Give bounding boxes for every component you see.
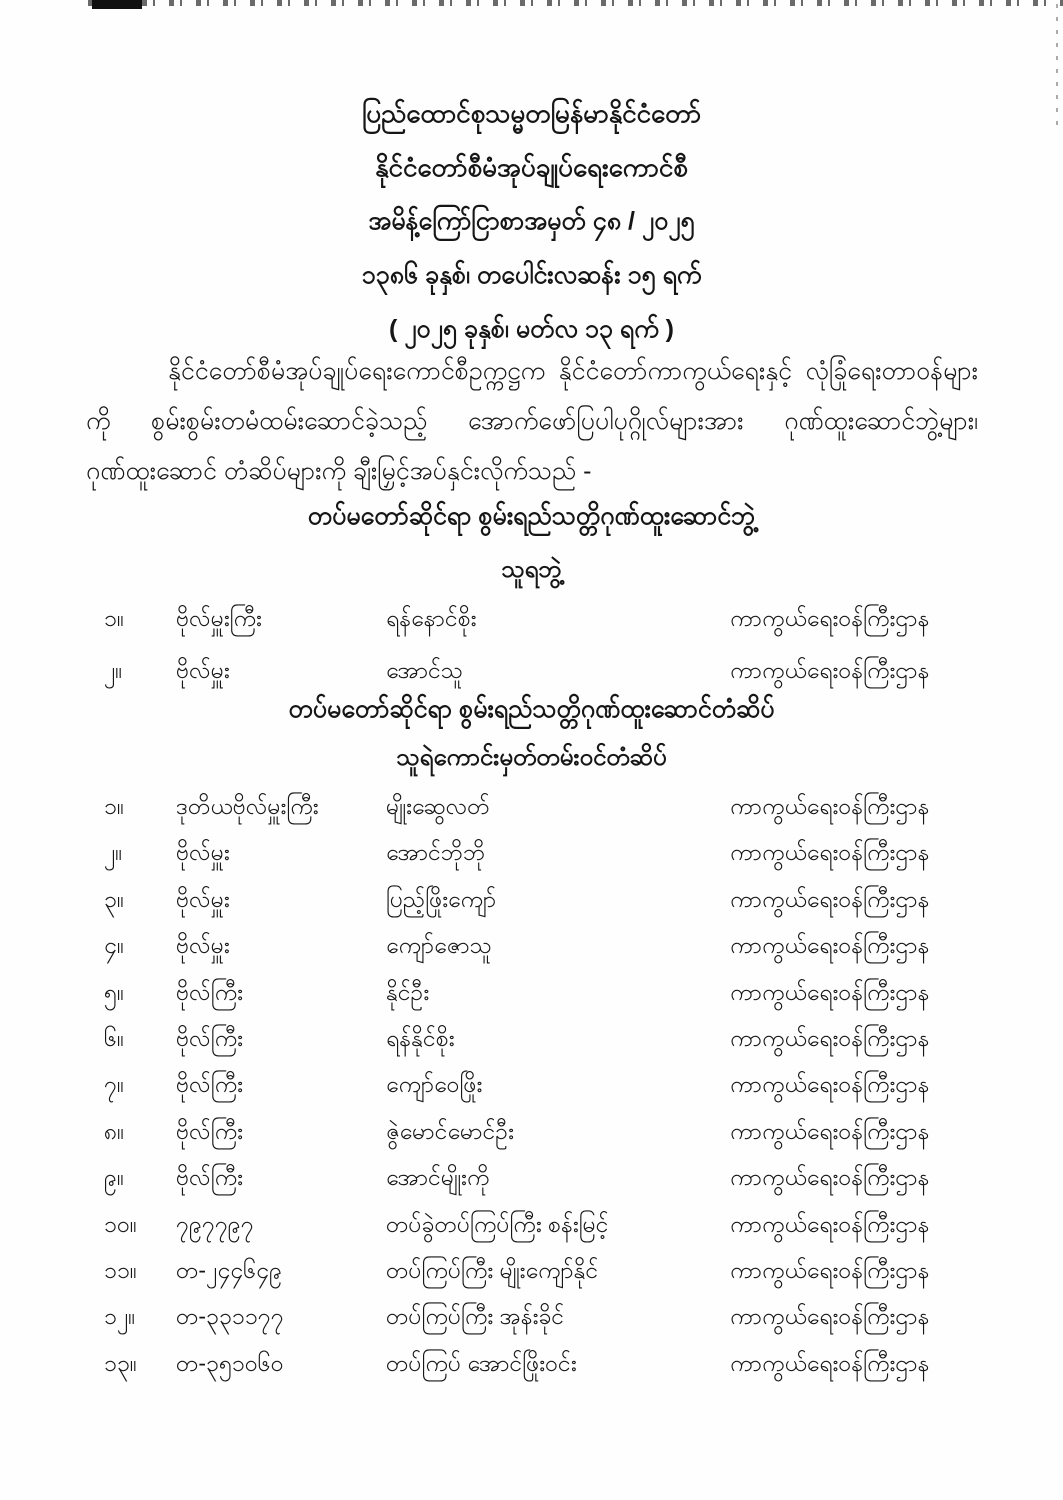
order-number: အမိန့်ကြော်ငြာစာအမှတ် ၄၈ / ၂၀၂၅ <box>368 207 695 235</box>
row-department: ကာကွယ်ရေးဝန်ကြီးဌာန <box>730 793 930 819</box>
row-name: ရန်နိုင်စိုး <box>386 1024 455 1051</box>
row-rank: ဗိုလ်မှူး <box>176 657 230 683</box>
section1-subtitle: သူရဘွဲ့ <box>501 556 562 583</box>
row-department: ကာကွယ်ရေးဝန်ကြီးဌာန <box>730 1303 930 1330</box>
row-name: မျိုးဆွေလတ် <box>386 793 490 819</box>
row-department: ကာကွယ်ရေးဝန်ကြီးဌာန <box>730 605 930 631</box>
row-name: တပ်ကြပ်ကြီး အုန်းခိုင် <box>386 1303 565 1330</box>
award-row <box>0 1250 1063 1296</box>
scan-top-solid-mark <box>92 0 142 9</box>
section1-title: တပ်မတော်ဆိုင်ရာ စွမ်းရည်သတ္တိဂုဏ်ထူးဆောင်ဘွဲ့ <box>307 502 756 530</box>
row-name: တပ်ကြပ် အောင်ဖြိုးဝင်း <box>386 1349 577 1376</box>
row-rank: တ-၃၅၁၀၆၀ <box>176 1349 284 1376</box>
row-department: ကာကွယ်ရေးဝန်ကြီးဌာန <box>730 1117 930 1144</box>
award-row <box>0 1111 1063 1157</box>
row-rank: တ-၃၃၁၁၇၇ <box>176 1303 284 1330</box>
row-number: ၁။ <box>104 605 124 631</box>
row-department: ကာကွယ်ရေးဝန်ကြီးဌာန <box>730 1024 930 1051</box>
row-department: ကာကွယ်ရေးဝန်ကြီးဌာန <box>730 1071 930 1098</box>
row-department: ကာကွယ်ရေးဝန်ကြီးဌာန <box>730 1164 930 1191</box>
row-name: အောင်သူ <box>386 657 464 683</box>
row-rank: ဗိုလ်ကြီး <box>176 1164 243 1191</box>
row-rank: ဗိုလ်ကြီး <box>176 978 243 1005</box>
row-department: ကာကွယ်ရေးဝန်ကြီးဌာန <box>730 1349 930 1376</box>
row-rank: ဗိုလ်ကြီး <box>176 1071 243 1098</box>
row-rank: ဗိုလ်မှူးကြီး <box>176 605 262 631</box>
row-name: ရန်နောင်စိုး <box>386 605 477 631</box>
award-row <box>0 832 1063 878</box>
thura-award-list <box>0 597 1063 701</box>
row-name: တပ်ကြပ်ကြီး မျိုးကျော်နိုင် <box>386 1256 599 1283</box>
state-name: ပြည်ထောင်စုသမ္မတမြန်မာနိုင်ငံတော် <box>361 98 702 128</box>
row-number: ၇။ <box>104 1071 124 1098</box>
row-name: ဇွဲမောင်မောင်ဦး <box>386 1117 514 1144</box>
award-row <box>0 1157 1063 1203</box>
row-name: အောင်ဘိုဘို <box>386 839 486 866</box>
row-name: တပ်ခွဲတပ်ကြပ်ကြီး စန်းမြင့် <box>386 1210 609 1237</box>
award-row <box>0 1064 1063 1110</box>
row-name: အောင်မျိုးကို <box>386 1164 490 1191</box>
row-number: ၁။ <box>104 793 124 819</box>
row-number: ၁၀။ <box>104 1210 137 1237</box>
award-row <box>0 972 1063 1018</box>
award-row <box>0 925 1063 971</box>
hero-record-medal-list <box>0 786 1063 1389</box>
row-department: ကာကွယ်ရေးဝန်ကြီးဌာန <box>730 1210 930 1237</box>
award-row <box>0 1296 1063 1342</box>
row-department: ကာကွယ်ရေးဝန်ကြီးဌာန <box>730 1256 930 1283</box>
row-number: ၂။ <box>104 657 123 683</box>
document-header <box>0 86 1063 356</box>
row-number: ၁၁။ <box>104 1256 137 1283</box>
row-department: ကာကွယ်ရေးဝန်ကြီးဌာန <box>730 657 930 683</box>
row-number: ၁၂။ <box>104 1303 136 1330</box>
row-name: ပြည့်ဖြိုးကျော် <box>386 885 497 912</box>
row-number: ၄။ <box>104 932 124 959</box>
row-rank: ဗိုလ်မှူး <box>176 932 230 959</box>
row-number: ၂။ <box>104 839 123 866</box>
row-rank: ဗိုလ်မှူး <box>176 885 230 912</box>
row-department: ကာကွယ်ရေးဝန်ကြီးဌာန <box>730 839 930 866</box>
row-name: ကျော်ဝေဖြိုး <box>386 1071 483 1098</box>
row-name: နိုင်ဦး <box>386 978 430 1005</box>
award-row <box>0 1204 1063 1250</box>
row-number: ၁၃။ <box>104 1349 137 1376</box>
date-gregorian: ( ၂၀၂၅ ခုနှစ်၊ မတ်လ ၁၃ ရက် ) <box>388 315 674 343</box>
section2-subtitle: သူရဲကောင်းမှတ်တမ်းဝင်တံဆိပ် <box>396 744 667 771</box>
date-myanmar-era: ၁၃၈၆ ခုနှစ်၊ တပေါင်းလဆန်း ၁၅ ရက် <box>361 261 702 289</box>
row-rank: ဗိုလ်ကြီး <box>176 1024 243 1051</box>
award-row <box>0 786 1063 832</box>
row-department: ကာကွယ်ရေးဝန်ကြီးဌာန <box>730 932 930 959</box>
row-rank: ဒုတိယဗိုလ်မှူးကြီး <box>176 793 319 819</box>
scan-top-edge-artifact <box>88 0 1063 6</box>
row-number: ၃။ <box>104 885 124 912</box>
row-rank: ဗိုလ်မှူး <box>176 839 230 866</box>
row-number: ၈။ <box>104 1117 125 1144</box>
section2-title: တပ်မတော်ဆိုင်ရာ စွမ်းရည်သတ္တိဂုဏ်ထူးဆောင်တံဆိပ် <box>288 695 775 723</box>
row-rank: တ-၂၄၄၆၄၉ <box>176 1256 283 1283</box>
row-rank: ၇၉၇၇၉၇ <box>176 1210 254 1237</box>
council-name: နိုင်ငံတော်စီမံအုပ်ချုပ်ရေးကောင်စီ <box>375 152 688 182</box>
row-number: ၉။ <box>104 1164 124 1191</box>
body-paragraph: နိုင်ငံတော်စီမံအုပ်ချုပ်ရေးကောင်စီဥက္ကဋ္ဌက နိုင်ငံတော်ကာကွယ်ရေးနှင့် လုံခြုံရေးတာဝန်များကို စွမ်းစွမ်းတမံထမ်းဆောင်ခဲ့သည့် အောက်ဖော်ပြပါပုဂ္ဂိုလ်များအား ဂုဏ်ထူးဆောင်ဘွဲ့များ၊ ဂုဏ်ထူးဆောင် တံဆိပ်များကို ချီးမြှင့်အပ်နှင်းလိုက်သည် - <box>86 357 978 485</box>
row-number: ၆။ <box>104 1024 124 1051</box>
row-department: ကာကွယ်ရေးဝန်ကြီးဌာန <box>730 885 930 912</box>
award-row <box>0 879 1063 925</box>
award-row <box>0 1343 1063 1389</box>
row-rank: ဗိုလ်ကြီး <box>176 1117 243 1144</box>
row-department: ကာကွယ်ရေးဝန်ကြီးဌာန <box>730 978 930 1005</box>
row-number: ၅။ <box>104 978 124 1005</box>
award-row <box>0 1018 1063 1064</box>
row-name: ကျော်ဇောသူ <box>386 932 492 959</box>
award-row <box>0 597 1063 649</box>
